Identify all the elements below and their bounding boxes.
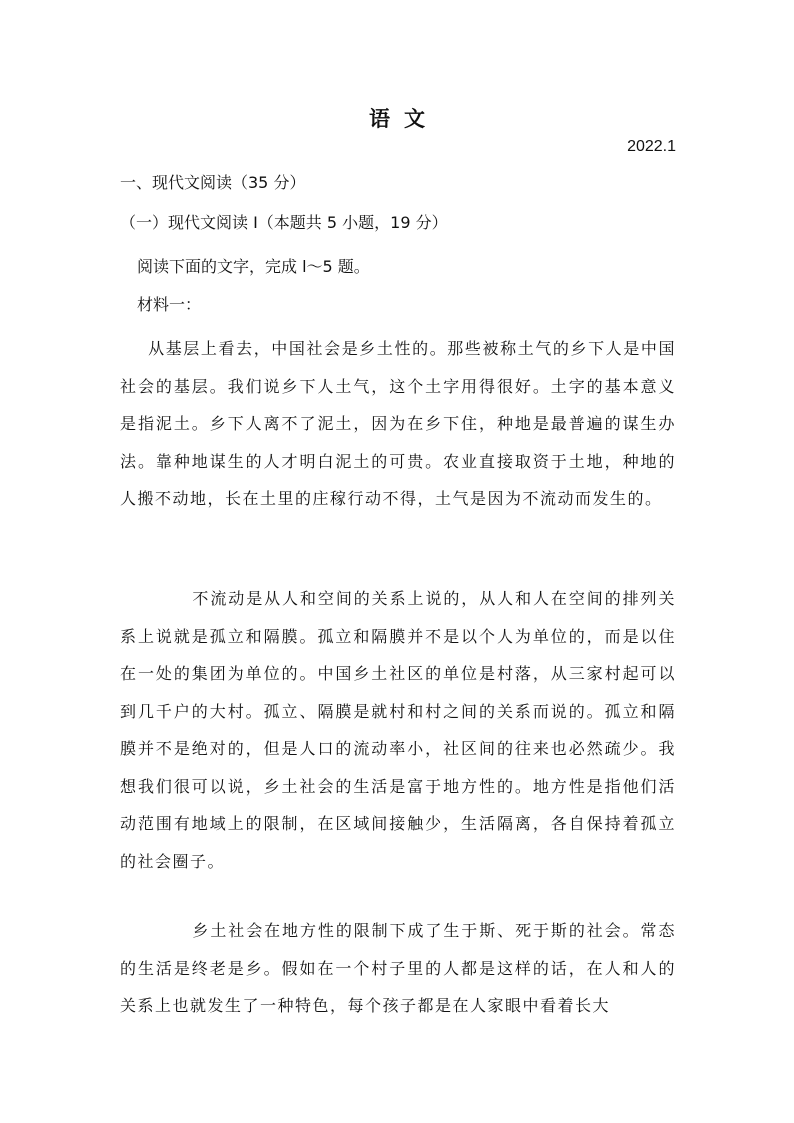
paragraph-1-text: 从基层上看去，中国社会是乡土性的。那些被称土气的乡下人是中国社会的基层。我们说乡下人土气，这个土字用得很好。土字的基本意义是指泥土。乡下人离不了泥土，因为在乡下住，种地是最普遍的谋生办法。靠种地谋生的人才明白泥土的可贵。农业直接取资于土地，种地的人搬不动地，长在土里的庄稼行动不得，土气是因为不流动而发生的。 bbox=[120, 339, 676, 508]
document-title: 语文 bbox=[369, 107, 439, 131]
subsection-heading: （一）现代文阅读 I（本题共 5 小题，19 分） bbox=[120, 213, 448, 232]
paragraph-3-text: 乡土社会在地方性的限制下成了生于斯、死于斯的社会。常态的生活是终老是乡。假如在一个村子里的人都是这样的话，在人和人的关系上也就发生了一种特色，每个孩子都是在人家眼中看着长大 bbox=[120, 921, 676, 1015]
paragraph-2-text: 不流动是从人和空间的关系上说的，从人和人在空间的排列关系上说就是孤立和隔膜。孤立和隔膜并不是以个人为单位的，而是以住在一处的集团为单位的。中国乡土社区的单位是村落，从三家村起可以到几千户的大村。孤立、隔膜是就村和村之间的关系而说的。孤立和隔膜并不是绝对的，但是人口的流动率小，社区间的往来也必然疏少。我想我们很可以说，乡土社会的生活是富于地方性的。地方性是指他们活动范围有地域上的限制，在区域间接触少，生活隔离，各自保持着孤立的社会圈子。 bbox=[120, 589, 676, 871]
exam-date: 2022.1 bbox=[627, 138, 676, 155]
paragraph-1 bbox=[120, 330, 676, 518]
paragraph-3 bbox=[120, 912, 676, 1025]
section-heading: 一、现代文阅读（35 分） bbox=[120, 173, 306, 192]
reading-instruction: 阅读下面的文字，完成 l～5 题。 bbox=[137, 257, 370, 276]
material-label: 材料一： bbox=[137, 295, 202, 314]
paragraph-2 bbox=[120, 580, 676, 880]
